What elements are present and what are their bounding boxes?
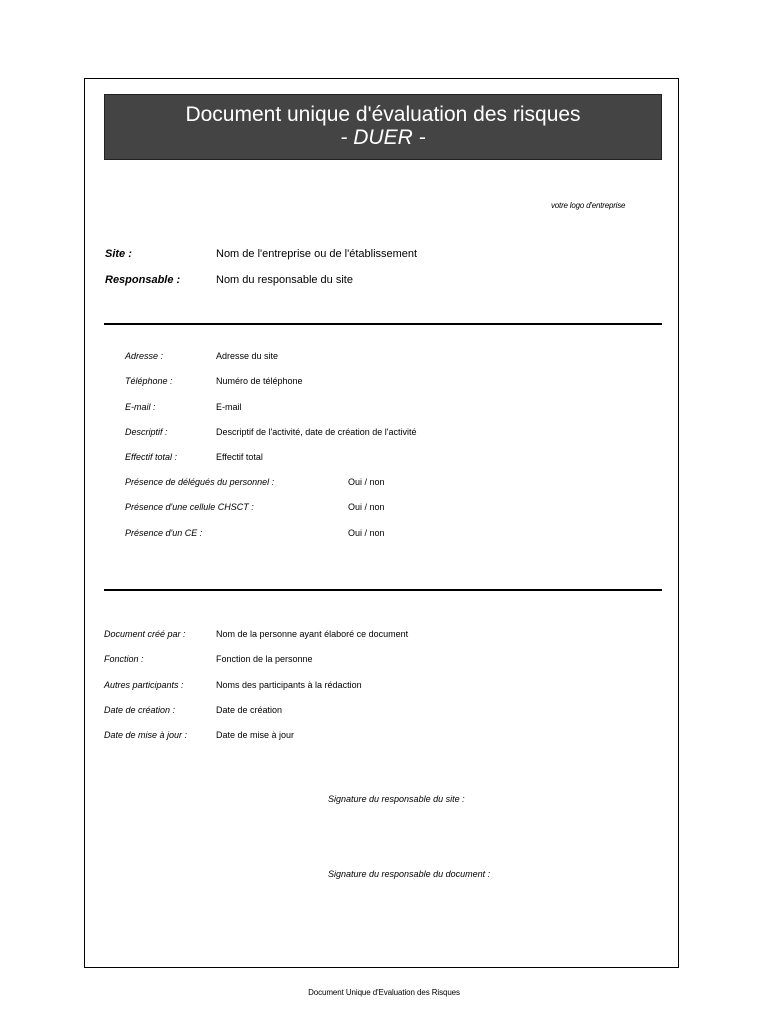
signature-site-label: Signature du responsable du site :	[328, 794, 465, 804]
docinfo-label: Fonction :	[104, 654, 144, 664]
detail-value: Adresse du site	[216, 351, 279, 361]
responsable-label: Responsable :	[105, 274, 181, 286]
signature-document-label: Signature du responsable du document :	[328, 869, 491, 879]
document-subtitle: - DUER -	[340, 126, 426, 149]
title-banner	[104, 94, 662, 160]
docinfo-value: Noms des participants à la rédaction	[216, 680, 362, 690]
docinfo-label: Date de mise à jour :	[104, 730, 188, 740]
page-footer: Document Unique d'Evaluation des Risques	[308, 988, 460, 997]
docinfo-label: Document créé par :	[104, 629, 186, 639]
divider-2	[104, 589, 662, 591]
page-frame	[84, 78, 679, 968]
site-label: Site :	[105, 248, 132, 260]
detail-value: Effectif total	[216, 452, 263, 462]
detail-label: Présence de délégués du personnel :	[125, 477, 275, 487]
detail-value: E-mail	[216, 402, 242, 412]
detail-label: Adresse :	[125, 351, 164, 361]
docinfo-label: Autres participants :	[104, 680, 184, 690]
detail-value: Descriptif de l'activité, date de création de l'activité	[216, 427, 417, 437]
detail-label: Effectif total :	[125, 452, 178, 462]
docinfo-value: Fonction de la personne	[216, 654, 313, 664]
detail-label: E-mail :	[125, 402, 156, 412]
detail-value: Numéro de téléphone	[216, 376, 303, 386]
docinfo-value: Date de création	[216, 705, 283, 715]
logo-placeholder: votre logo d'entreprise	[551, 201, 626, 210]
detail-label: Présence d'un CE :	[125, 528, 203, 538]
docinfo-value: Nom de la personne ayant élaboré ce document	[216, 629, 409, 639]
divider-1	[104, 323, 662, 325]
detail-value: Oui / non	[348, 477, 385, 487]
site-value: Nom de l'entreprise ou de l'établissement	[216, 248, 418, 260]
responsable-value: Nom du responsable du site	[216, 274, 353, 286]
detail-value: Oui / non	[348, 528, 385, 538]
docinfo-value: Date de mise à jour	[216, 730, 295, 740]
detail-label: Présence d'une cellule CHSCT :	[125, 502, 254, 512]
document-title: Document unique d'évaluation des risques	[185, 103, 581, 126]
detail-label: Descriptif :	[125, 427, 168, 437]
detail-label: Téléphone :	[125, 376, 173, 386]
docinfo-label: Date de création :	[104, 705, 176, 715]
detail-value: Oui / non	[348, 502, 385, 512]
